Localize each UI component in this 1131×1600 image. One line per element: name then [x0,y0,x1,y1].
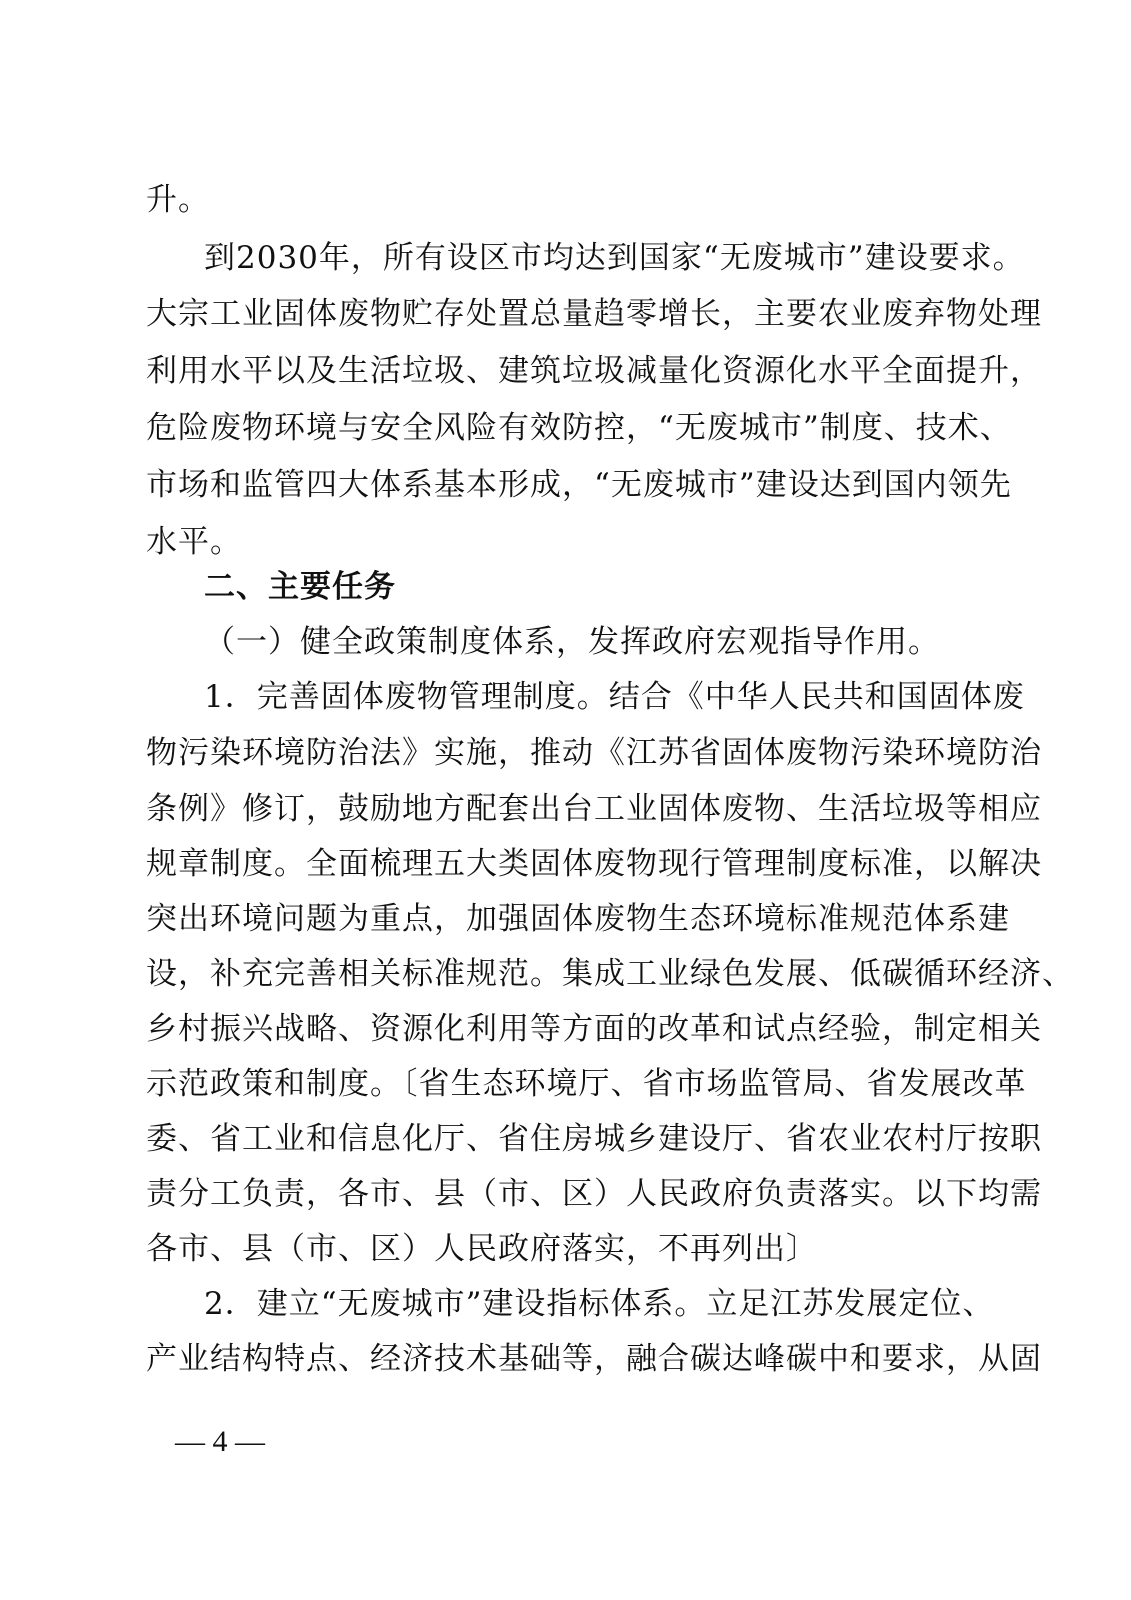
text-line: 突出环境问题为重点，加强固体废物生态环境标准规范体系建 [146,901,1010,937]
text-line: 规章制度。全面梳理五大类固体废物现行管理制度标准，以解决 [146,846,1042,882]
text-line: 乡村振兴战略、资源化利用等方面的改革和试点经验，制定相关 [146,1011,1042,1047]
text-line: 委、省工业和信息化厅、省住房城乡建设厅、省农业农村厅按职 [146,1121,1042,1157]
text-line: 物污染环境防治法》实施，推动《江苏省固体废物污染环境防治 [146,735,1042,771]
text-line: 市场和监管四大体系基本形成，“无废城市”建设达到国内领先 [146,467,1012,503]
paragraph-first-line: 1．完善固体废物管理制度。结合《中华人民共和国固体废 [204,679,1025,715]
text-line: 条例》修订，鼓励地方配套出台工业固体废物、生活垃圾等相应 [146,791,1042,827]
text-line: 各市、县（市、区）人民政府落实，不再列出〕 [146,1231,818,1267]
text-line: 大宗工业固体废物贮存处置总量趋零增长，主要农业废弃物处理 [146,296,1042,332]
document-page [146,0,1074,1600]
page-number: — 4 — [175,1425,265,1458]
text-line: 升。 [146,182,210,218]
text-line: 责分工负责，各市、县（市、区）人民政府负责落实。以下均需 [146,1176,1042,1212]
text-line: 利用水平以及生活垃圾、建筑垃圾减量化资源化水平全面提升， [146,353,1042,389]
text-line: 产业结构特点、经济技术基础等，融合碳达峰碳中和要求，从固 [146,1341,1042,1377]
text-line: 设，补充完善相关标准规范。集成工业绿色发展、低碳循环经济、 [146,956,1074,992]
text-line: 示范政策和制度。〔省生态环境厅、省市场监管局、省发展改革 [146,1066,1027,1102]
text-line: 危险废物环境与安全风险有效防控，“无废城市”制度、技术、 [146,410,1012,446]
paragraph-first-line: 到2030年，所有设区市均达到国家“无废城市”建设要求。 [204,240,1025,276]
text-line: 水平。 [146,524,242,560]
subsection-heading: （一）健全政策制度体系，发挥政府宏观指导作用。 [204,624,940,660]
section-heading: 二、主要任务 [204,569,396,605]
paragraph-first-line: 2．建立“无废城市”建设指标体系。立足江苏发展定位、 [204,1286,995,1322]
